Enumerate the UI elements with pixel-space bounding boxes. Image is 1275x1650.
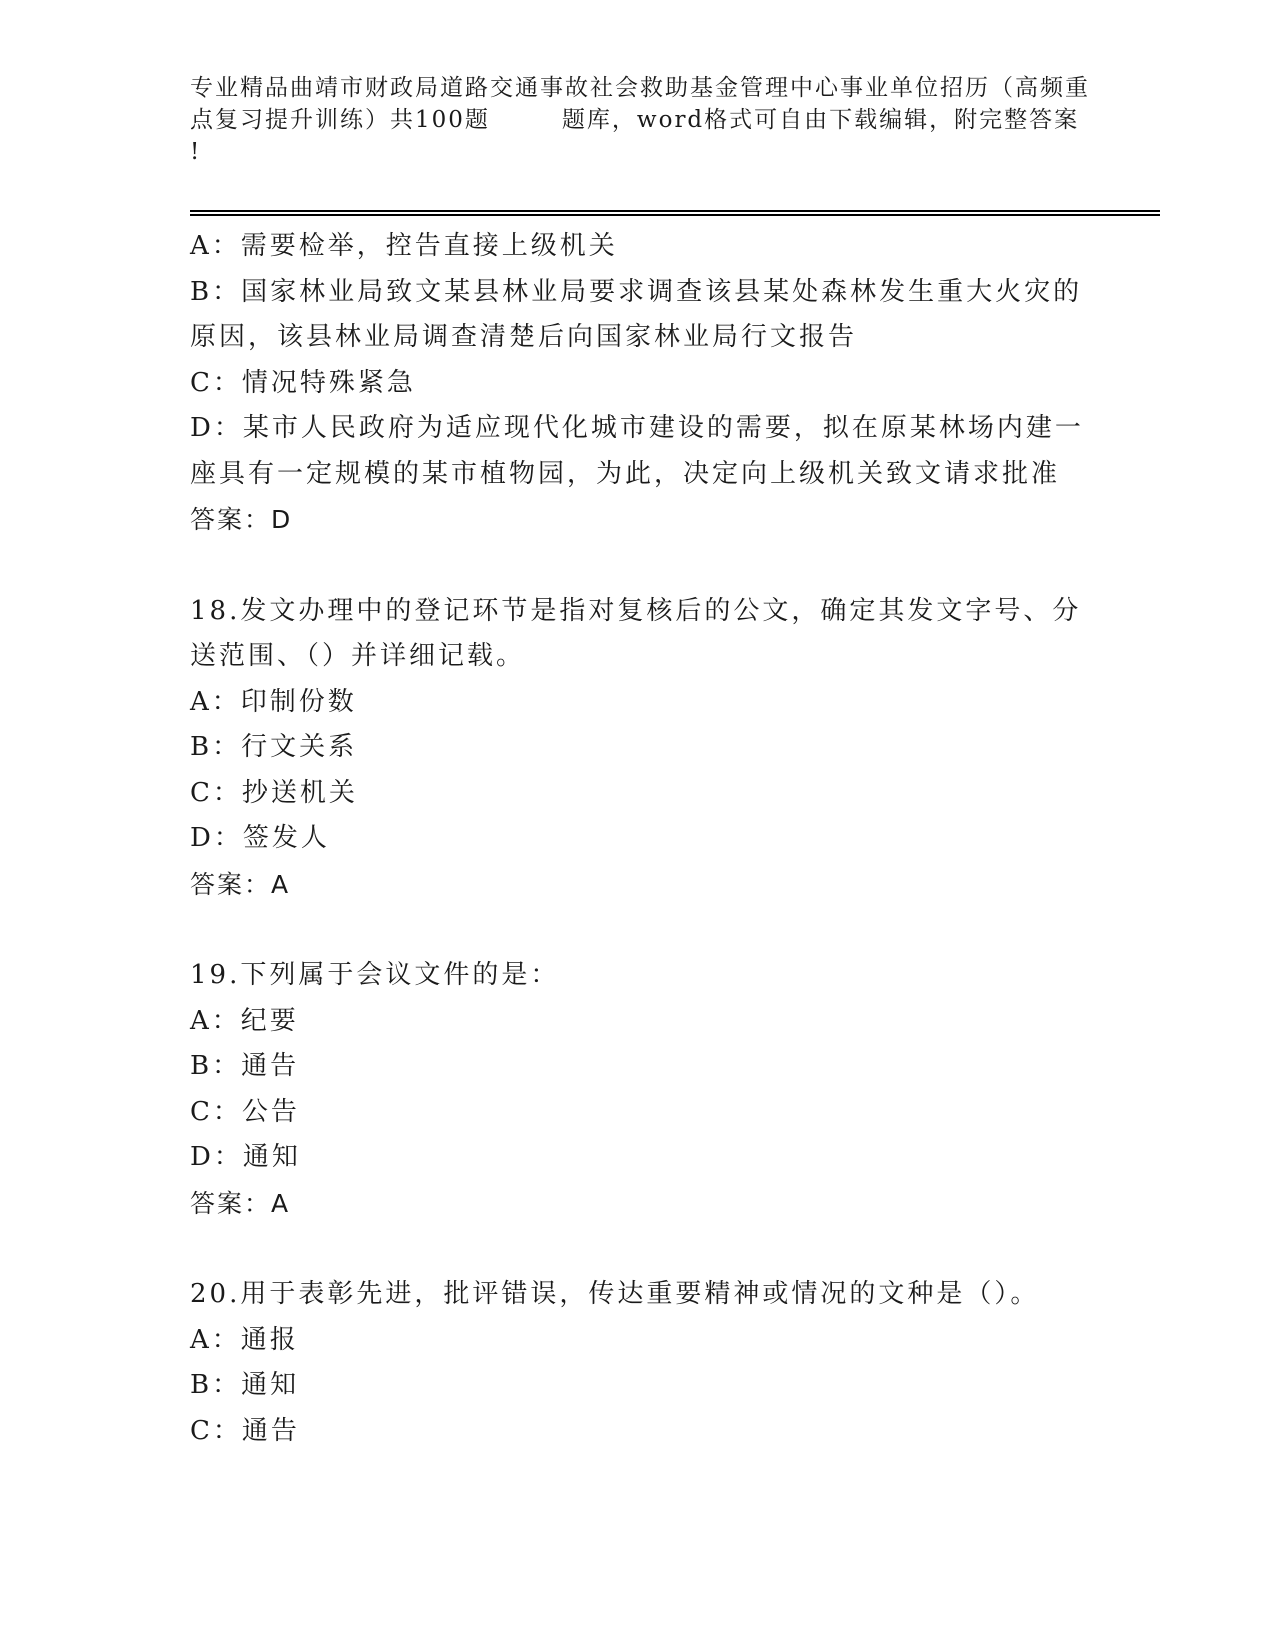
header-line-2-part-a: 点复习提升训练）共100题 xyxy=(190,107,490,133)
question-stem-line-1: 18.发文办理中的登记环节是指对复核后的公文，确定其发文字号、分 xyxy=(190,595,1082,626)
option-c: C：通告 xyxy=(190,1415,300,1446)
header-line-2-part-b: 题库，word格式可自由下载编辑，附完整答案 xyxy=(561,107,1080,133)
option-b-line-1: B：国家林业局致文某县林业局要求调查该县某处森林发生重大火灾的 xyxy=(190,276,1083,307)
option-b: B：通知 xyxy=(190,1370,300,1400)
option-a: A：纪要 xyxy=(190,1005,299,1036)
previous-question xyxy=(190,224,1090,543)
question-stem-line-2: 送范围、（）并详细记载。 xyxy=(190,641,526,671)
question-stem: 19.下列属于会议文件的是： xyxy=(190,960,560,990)
header-divider xyxy=(190,210,1160,216)
answer: 答案：A xyxy=(190,1188,291,1218)
option-d-line-1: D：某市人民政府为适应现代化城市建设的需要，拟在原某林场内建一 xyxy=(190,413,1084,443)
answer: 答案：A xyxy=(190,869,291,899)
question-19 xyxy=(190,953,1090,1226)
option-a: A：需要检举，控告直接上级机关 xyxy=(190,231,618,261)
option-d-line-2: 座具有一定规模的某市植物园，为此，决定向上级机关致文请求批准 xyxy=(190,458,1061,489)
option-d: D：通知 xyxy=(190,1142,301,1172)
question-stem: 20.用于表彰先进，批评错误，传达重要精神或情况的文种是（）。 xyxy=(190,1279,1040,1309)
document-header xyxy=(190,72,1090,168)
header-line-3: ! xyxy=(190,139,202,165)
question-list xyxy=(190,224,1090,1454)
option-b: B：行文关系 xyxy=(190,732,358,762)
header-line-2 xyxy=(190,104,1090,136)
question-18 xyxy=(190,589,1090,908)
option-d: D：签发人 xyxy=(190,823,330,853)
option-b: B：通告 xyxy=(190,1051,300,1081)
option-a: A：通报 xyxy=(190,1324,299,1355)
option-a: A：印制份数 xyxy=(190,686,357,717)
answer: 答案：D xyxy=(190,505,293,534)
option-c: C：情况特殊紧急 xyxy=(190,367,416,398)
question-20 xyxy=(190,1272,1090,1454)
option-b-line-2: 原因，该县林业局调查清楚后向国家林业局行文报告 xyxy=(190,322,858,352)
option-c: C：抄送机关 xyxy=(190,777,358,808)
header-line-1: 专业精品曲靖市财政局道路交通事故社会救助基金管理中心事业单位招历（高频重 xyxy=(190,75,1090,101)
option-c: C：公告 xyxy=(190,1096,300,1127)
